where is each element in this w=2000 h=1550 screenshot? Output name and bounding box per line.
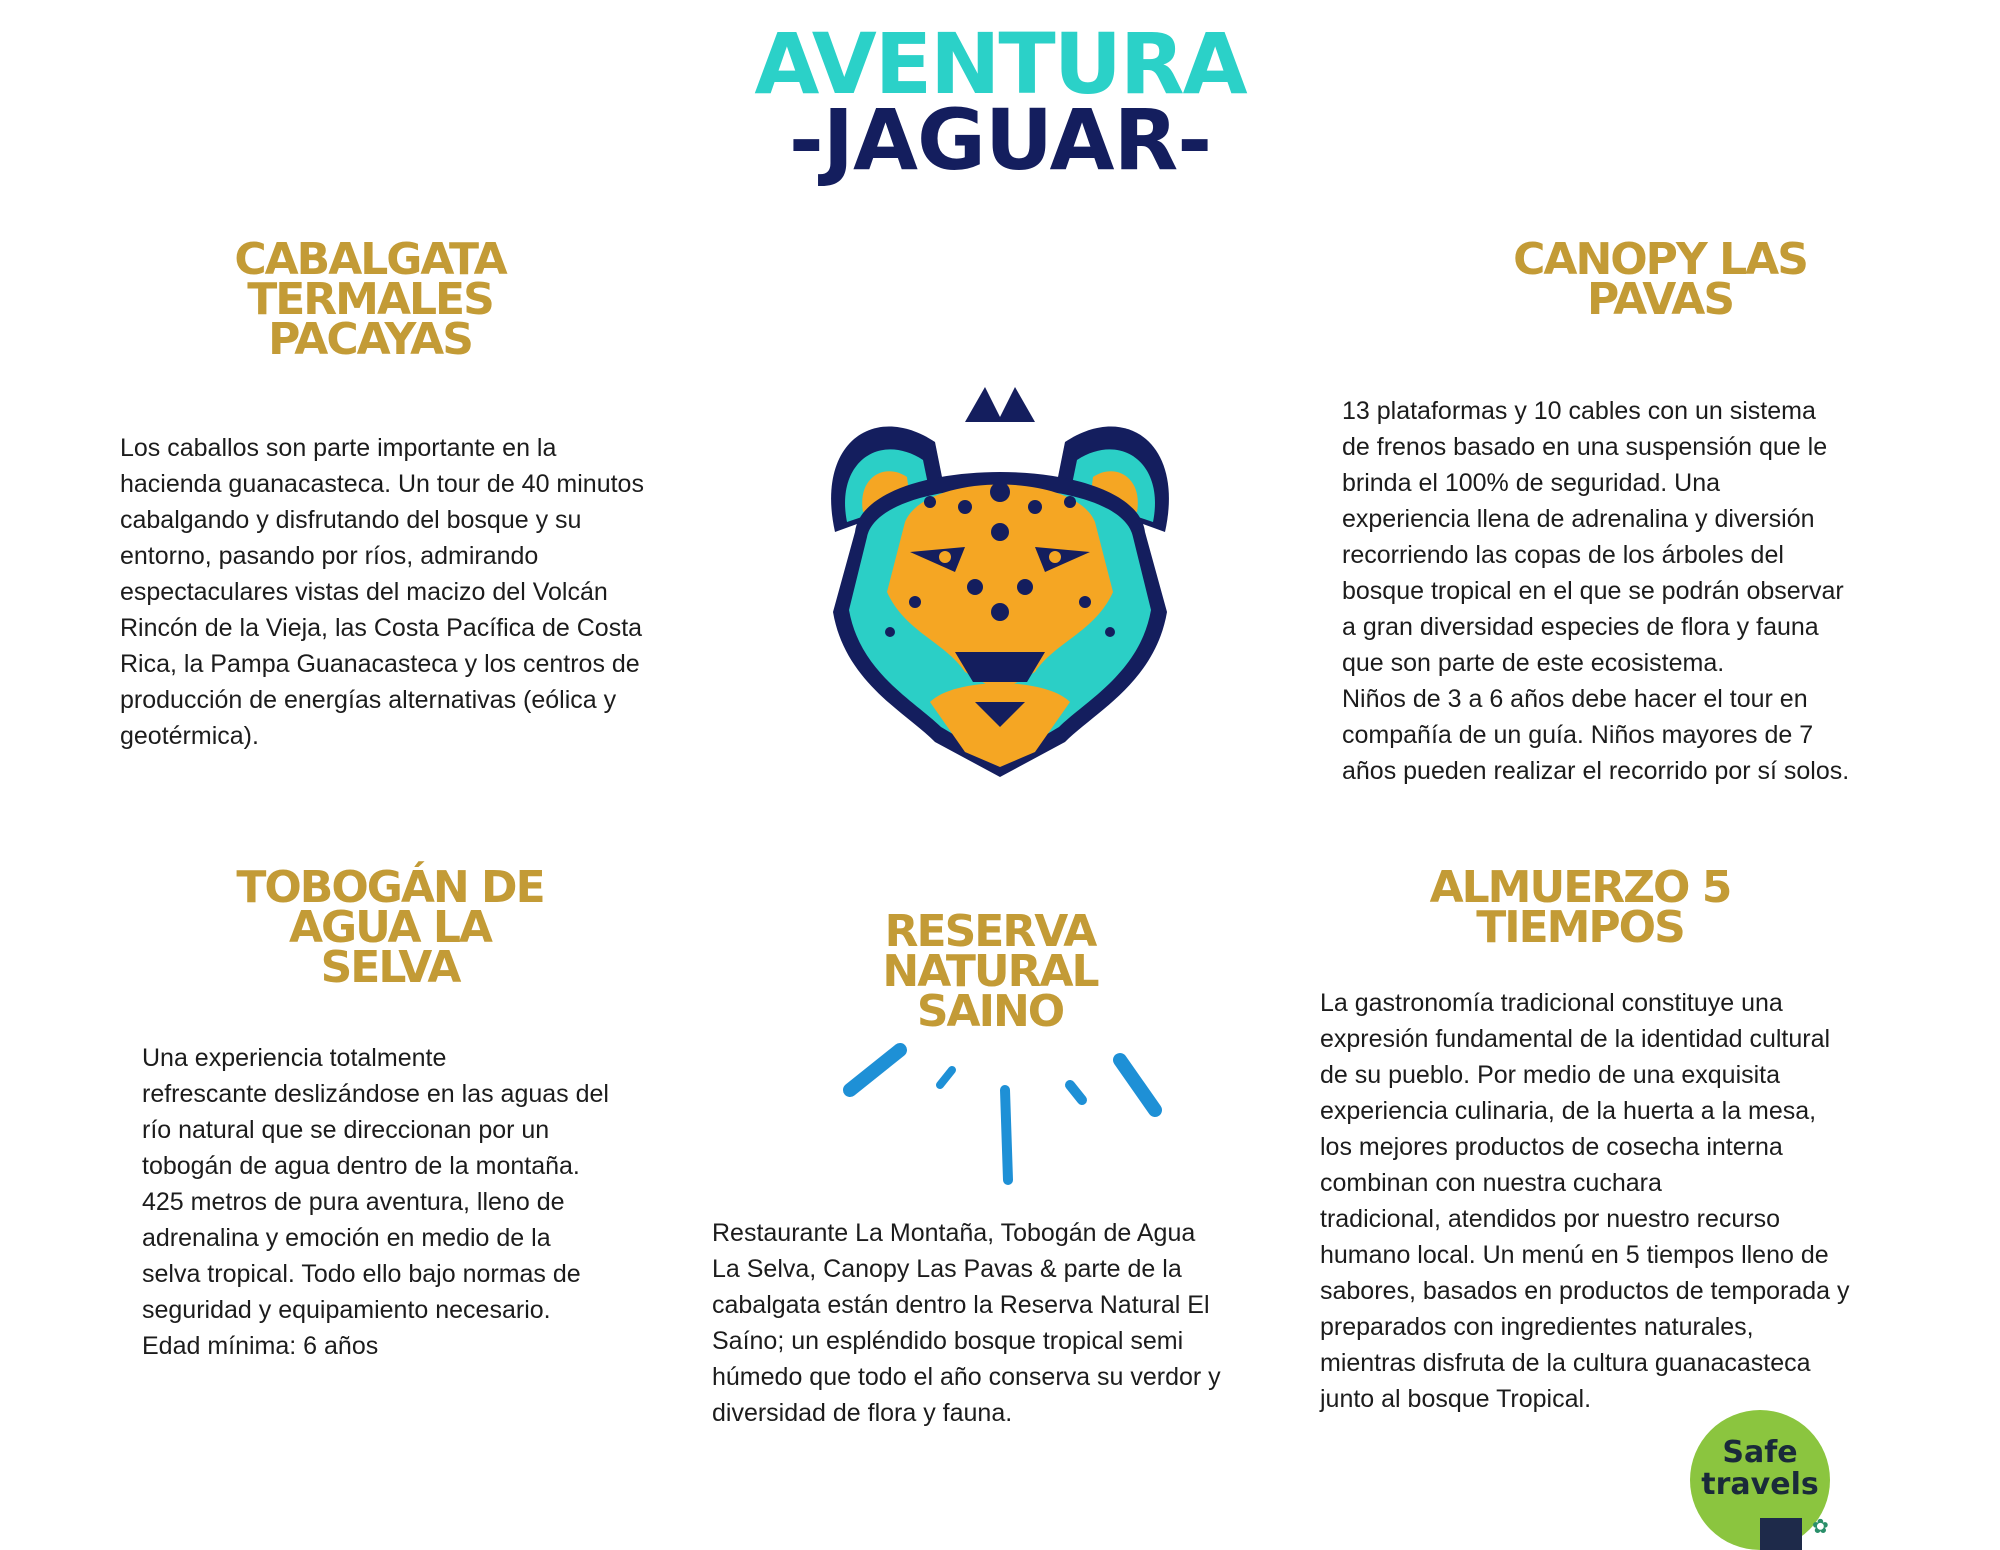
text-reserva: Restaurante La Montaña, Tobogán de Agua La Selva, Canopy Las Pavas & parte de la cabalgata están dentro la Reserva Natural El Saíno; un espléndido bosque tropical semi húmedo que todo el año conserva su verdor y diversidad de flora y fauna. (712, 1219, 1221, 1427)
heading-line: NATURAL (882, 946, 1098, 997)
heading-line: RESERVA (884, 906, 1096, 957)
wttc-logo-icon (1760, 1518, 1802, 1550)
badge-line-travels: travels (1701, 1467, 1819, 1502)
heading-canopy (1430, 234, 1890, 325)
heading-line: CABALGATA (234, 234, 506, 285)
heading-line: SELVA (320, 942, 460, 993)
heading-line: TIEMPOS (1476, 902, 1684, 953)
heading-line: PACAYAS (268, 314, 472, 365)
heading-line: ALMUERZO 5 (1429, 862, 1731, 913)
title-aventura: AVENTURA (754, 15, 1246, 113)
heading-line: TERMALES (247, 274, 493, 325)
heading-tobogan (170, 862, 610, 993)
heading-line: AGUA LA (288, 902, 491, 953)
light-rays-icon (830, 1030, 1170, 1190)
heading-line: PAVAS (1586, 274, 1734, 325)
jaguar-head-icon (795, 382, 1205, 782)
heading-cabalgata (150, 234, 590, 365)
heading-line: TOBOGÁN DE (236, 862, 544, 913)
text-almuerzo: La gastronomía tradicional constituye una expresión fundamental de la identidad cultural de su pueblo. Por medio de una exquisita experiencia culinaria, de la huerta a la mesa, los mejores productos de cosecha interna combinan con nuestra cuchara tradicional, atendidos por nuestro recurso humano local. Un menú en 5 tiempos lleno de sabores, basados en productos de temporada y preparados con ingredientes naturales, mientras disfruta de la cultura guanacasteca junto al bosque Tropical. (1320, 989, 1850, 1413)
text-cabalgata: Los caballos son parte importante en la hacienda guanacasteca. Un tour de 40 minutos cabalgando y disfrutando del bosque y su entorno, pasando por ríos, admirando espectaculares vistas del macizo del Volcán Rincón de la Vieja, las Costa Pacífica de Costa Rica, la Pampa Guanacasteca y los centros de producción de energías alternativas (eólica y geotérmica). (120, 434, 644, 750)
heading-line: CANOPY LAS (1513, 234, 1807, 285)
heading-line: SAINO (916, 986, 1064, 1037)
leaf-logo-icon: ✿ (1812, 1516, 1829, 1538)
heading-reserva (810, 906, 1170, 1037)
heading-almuerzo (1380, 862, 1780, 953)
text-tobogan: Una experiencia totalmente refrescante deslizándose en las aguas del río natural que se direccionan por un tobogán de agua dentro de la montaña. 425 metros de pura aventura, lleno de adrenalina y emoción en medio de la selva tropical. Todo ello bajo normas de seguridad y equipamiento necesario. Edad mínima: 6 años (142, 1044, 609, 1360)
badge-line-safe: Safe (1722, 1435, 1798, 1470)
text-canopy: 13 plataformas y 10 cables con un sistema de frenos basado en una suspensión que le brinda el 100% de seguridad. Una experiencia llena de adrenalina y diversión recorriendo las copas de los árboles del bosque tropical en el que se podrán observar a gran diversidad especies de flora y fauna que son parte de este ecosistema. Niños de 3 a 6 años debe hacer el tour en compañía de un guía. Niños mayores de 7 años pueden realizar el recorrido por sí solos. (1342, 397, 1850, 785)
title-jaguar: -JAGUAR- (788, 91, 1212, 189)
safe-travels-badge (1690, 1410, 1840, 1550)
